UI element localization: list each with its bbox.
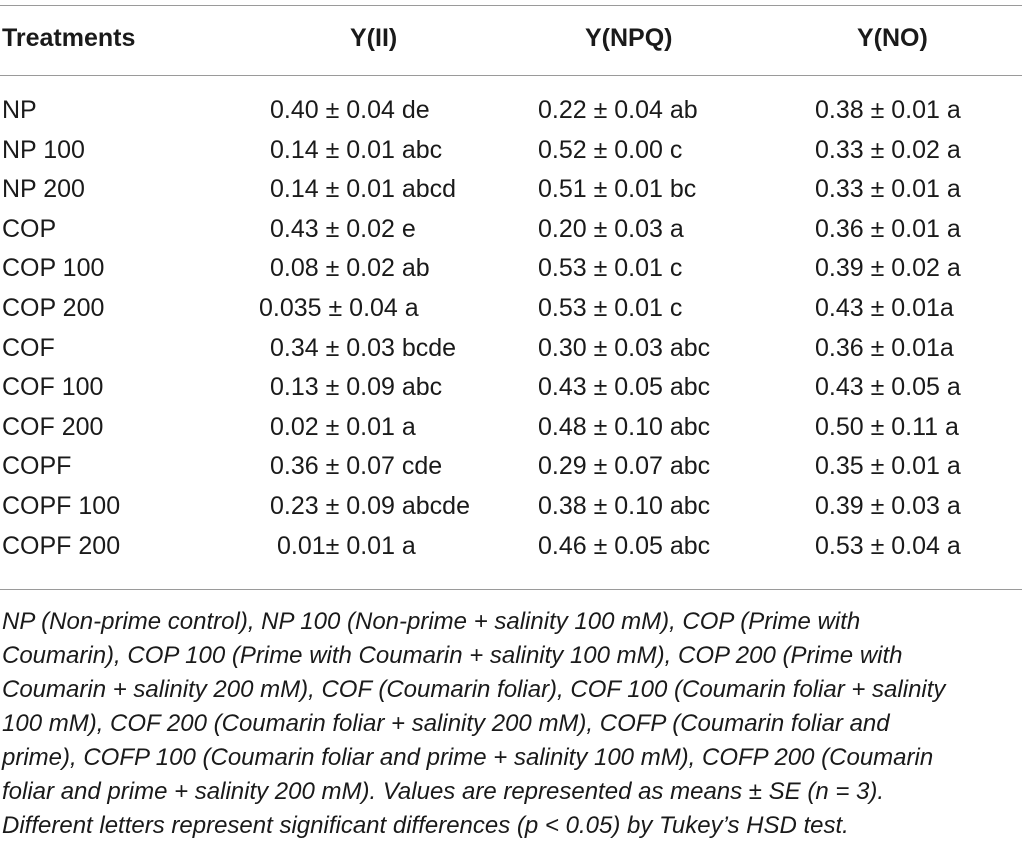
table-body [0, 96, 1022, 571]
table-bottom-rule [0, 589, 1022, 590]
cell-yno: 0.38 ± 0.01 a [815, 96, 961, 124]
cell-yno: 0.43 ± 0.01a [815, 293, 954, 322]
table-row [0, 175, 1022, 215]
table-footnote [2, 605, 1020, 843]
cell-y2: 0.23 ± 0.09 abcde [270, 491, 470, 520]
table-row [0, 294, 1022, 334]
table-row [0, 215, 1022, 255]
cell-y2: 0.14 ± 0.01 abcd [270, 175, 457, 204]
cell-yno: 0.53 ± 0.04 a [815, 531, 961, 560]
cell-treatment: COF 200 [2, 412, 104, 441]
cell-ynpq: 0.48 ± 0.10 abc [538, 412, 711, 441]
cell-ynpq: 0.46 ± 0.05 abc [538, 531, 711, 560]
table-row [0, 373, 1022, 413]
cell-treatment: COPF 100 [2, 491, 121, 520]
cell-ynpq: 0.38 ± 0.10 abc [538, 491, 711, 520]
table-row [0, 136, 1022, 176]
cell-yno: 0.39 ± 0.03 a [815, 491, 961, 520]
cell-y2: 0.02 ± 0.01 a [270, 412, 416, 441]
table-header-rule [0, 75, 1022, 76]
cell-y2: 0.13 ± 0.09 abc [270, 373, 443, 402]
cell-yno: 0.43 ± 0.05 a [815, 373, 961, 402]
table-row [0, 452, 1022, 492]
table-row [0, 254, 1022, 294]
cell-ynpq: 0.53 ± 0.01 c [538, 293, 683, 322]
cell-yno: 0.36 ± 0.01a [815, 333, 954, 362]
cell-yno: 0.39 ± 0.02 a [815, 254, 961, 283]
cell-ynpq: 0.52 ± 0.00 c [538, 135, 683, 164]
footnote-line: 100 mM), COF 200 (Coumarin foliar + salinity 200 mM), COFP (Coumarin foliar and [2, 710, 890, 737]
footnote-line: prime), COFP 100 (Coumarin foliar and prime + salinity 100 mM), COFP 200 (Coumarin [2, 744, 934, 771]
cell-treatment: COF 100 [2, 373, 104, 402]
cell-y2: 0.36 ± 0.07 cde [270, 452, 443, 481]
cell-y2: 0.035 ± 0.04 a [259, 293, 419, 322]
cell-yno: 0.35 ± 0.01 a [815, 452, 961, 481]
cell-ynpq: 0.22 ± 0.04 ab [538, 96, 698, 124]
header-ynpq: Y(NPQ) [585, 24, 673, 52]
cell-yno: 0.36 ± 0.01 a [815, 214, 961, 243]
cell-y2: 0.43 ± 0.02 e [270, 214, 416, 243]
cell-y2: 0.14 ± 0.01 abc [270, 135, 443, 164]
cell-ynpq: 0.29 ± 0.07 abc [538, 452, 711, 481]
cell-treatment: NP 200 [2, 175, 85, 204]
table-row [0, 413, 1022, 453]
cell-y2: 0.34 ± 0.03 bcde [270, 333, 457, 362]
cell-yno: 0.33 ± 0.02 a [815, 135, 961, 164]
footnote-line: Coumarin), COP 100 (Prime with Coumarin + salinity 100 mM), COP 200 (Prime with [2, 642, 903, 669]
header-y2: Y(II) [350, 24, 398, 52]
cell-y2: 0.40 ± 0.04 de [270, 96, 430, 124]
table-row [0, 492, 1022, 532]
cell-treatment: COP [2, 214, 57, 243]
cell-yno: 0.50 ± 0.11 a [815, 412, 959, 441]
cell-ynpq: 0.53 ± 0.01 c [538, 254, 683, 283]
cell-ynpq: 0.30 ± 0.03 abc [538, 333, 711, 362]
cell-treatment: NP 100 [2, 135, 85, 164]
cell-y2: 0.08 ± 0.02 ab [270, 254, 430, 283]
table-row [0, 334, 1022, 374]
cell-y2: 0.01± 0.01 a [277, 531, 416, 560]
table-header-row [0, 24, 1022, 60]
header-treatments: Treatments [2, 24, 136, 52]
cell-treatment: COP 200 [2, 293, 105, 322]
cell-treatment: COP 100 [2, 254, 105, 283]
footnote-line: foliar and prime + salinity 200 mM). Values are represented as means ± SE (n = 3). [2, 778, 885, 805]
table-top-rule [0, 5, 1022, 6]
cell-treatment: COPF [2, 452, 72, 481]
footnote-line: Different letters represent significant differences (p < 0.05) by Tukey’s HSD test. [2, 812, 849, 839]
footnote-line: NP (Non-prime control), NP 100 (Non-prime + salinity 100 mM), COP (Prime with [2, 608, 861, 635]
footnote-line: Coumarin + salinity 200 mM), COF (Coumarin foliar), COF 100 (Coumarin foliar + salinity [2, 676, 946, 703]
cell-treatment: NP [2, 96, 37, 124]
cell-ynpq: 0.20 ± 0.03 a [538, 214, 684, 243]
cell-yno: 0.33 ± 0.01 a [815, 175, 961, 204]
cell-treatment: COF [2, 333, 55, 362]
cell-ynpq: 0.43 ± 0.05 abc [538, 373, 711, 402]
table-row [0, 532, 1022, 572]
table-row [0, 96, 1022, 136]
cell-ynpq: 0.51 ± 0.01 bc [538, 175, 697, 204]
cell-treatment: COPF 200 [2, 531, 121, 560]
header-yno: Y(NO) [857, 24, 928, 52]
